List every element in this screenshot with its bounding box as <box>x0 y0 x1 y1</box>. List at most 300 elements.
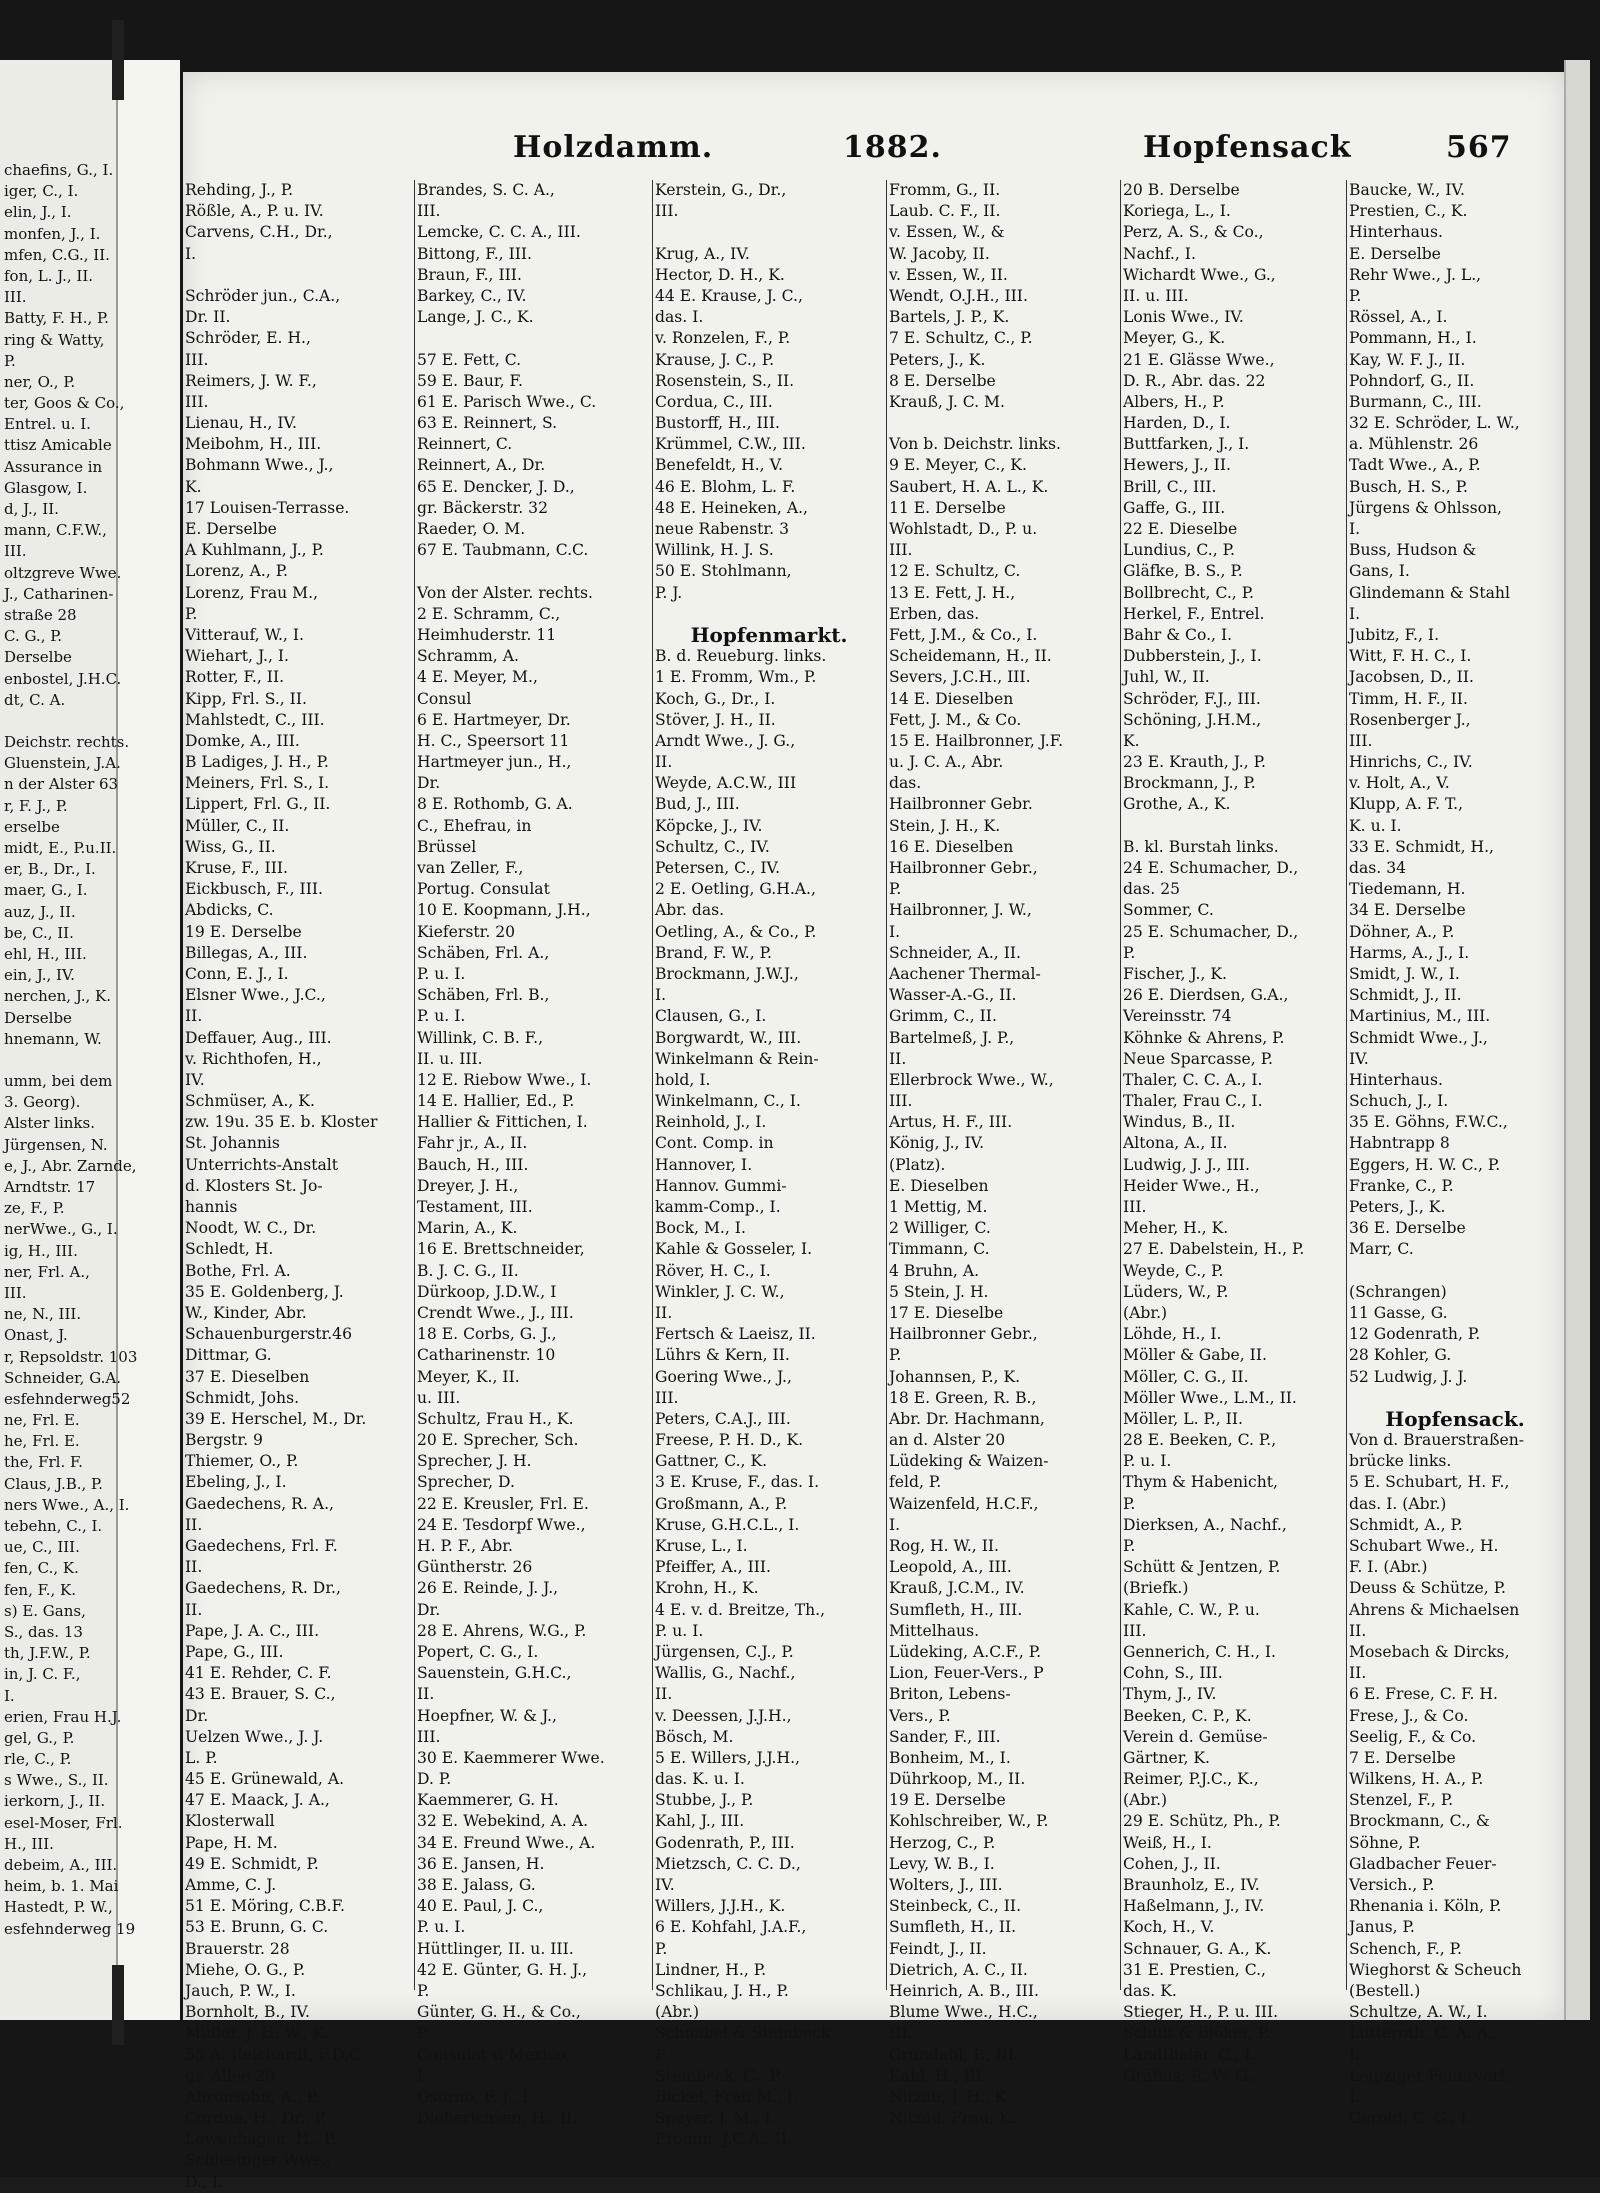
directory-entry <box>417 328 649 349</box>
directory-entry: IV. <box>655 1876 675 1894</box>
directory-entry: Klosterwall <box>185 1812 275 1831</box>
directory-entry: II. <box>1349 1621 1367 1640</box>
directory-entry: Barkey, C., IV. <box>417 286 527 305</box>
directory-entry: Benefeldt, H., V. <box>655 456 784 475</box>
binding-clip-bottom <box>112 1965 124 2045</box>
directory-entry: III. <box>185 350 209 369</box>
left-page-line: rle, C., P. <box>4 1750 72 1769</box>
left-page-line: III. <box>4 542 27 561</box>
directory-entry: W. Jacoby, II. <box>889 244 990 263</box>
directory-entry: Schütt & Jentzen, P. <box>1123 1558 1281 1577</box>
directory-entry: Koch, G., Dr., I. <box>655 689 776 708</box>
directory-entry: das. I. (Abr.) <box>1349 1494 1447 1513</box>
directory-entry: Oetling, A., & Co., P. <box>655 922 817 941</box>
directory-entry: Jürgensen, C.J., P. <box>655 1642 794 1661</box>
directory-entry: Sauenstein, G.H.C., <box>417 1664 572 1683</box>
directory-entry: Meiners, Frl. S., I. <box>185 774 330 793</box>
directory-entry: Bornholt, B., IV. <box>185 2003 310 2022</box>
directory-entry: Güntherstr. 26 <box>417 1558 533 1577</box>
directory-entry: Hopfensack. <box>1385 1406 1525 1431</box>
directory-entry: Schubart Wwe., H. <box>1349 1537 1499 1555</box>
left-page-line: ring & Watty, <box>4 330 105 349</box>
directory-entry: Consul <box>417 689 472 708</box>
directory-entry: P. u. I. <box>417 964 466 983</box>
directory-entry: Amme, C. J. <box>185 1876 277 1894</box>
directory-entry: Rehr Wwe., J. L., <box>1349 265 1482 284</box>
directory-entry: Rößle, A., P. u. IV. <box>185 202 324 221</box>
left-page-line: he, Frl. E. <box>4 1432 80 1451</box>
left-page-line: iger, C., I. <box>4 182 79 201</box>
directory-entry: Bösch, M. <box>655 1727 734 1746</box>
directory-entry: Günter, G. H., & Co., <box>417 2003 581 2022</box>
directory-entry: Dittmar, G. <box>185 1346 272 1365</box>
directory-entry: IV. <box>1349 1049 1369 1068</box>
directory-entry: Severs, J.C.H., III. <box>889 668 1031 687</box>
directory-entry: Winkler, J. C. W., <box>655 1282 785 1301</box>
directory-entry: II. <box>655 1685 673 1704</box>
directory-entry: II. <box>655 753 673 772</box>
directory-entry: Pape, H. M. <box>185 1833 278 1852</box>
directory-entry: Wallis, G., Nachf., <box>655 1664 796 1683</box>
left-page-line: Hastedt, P. W., <box>4 1898 113 1917</box>
directory-entry: Sommer, C. <box>1123 901 1214 920</box>
directory-entry: 6 E. Kohfahl, J.A.F., <box>655 1918 807 1937</box>
directory-entry: 48 E. Heineken, A., <box>655 498 808 517</box>
directory-entry: 53 E. Brunn, G. C. <box>185 1918 329 1937</box>
left-page-line: III. <box>4 288 27 307</box>
directory-entry: v. Holt, A., V. <box>1349 774 1450 793</box>
directory-entry: Pape, J. A. C., III. <box>185 1621 320 1640</box>
directory-entry: v. Richthofen, H., <box>185 1049 322 1068</box>
left-page-line: monfen, J., I. <box>4 224 101 243</box>
directory-entry: König, J., IV. <box>889 1134 985 1153</box>
directory-entry: Bittong, F., III. <box>417 244 533 263</box>
directory-entry: Kruse, F., III. <box>185 859 288 877</box>
directory-entry: Timm, H. F., II. <box>1349 689 1468 708</box>
directory-entry: Wohlstadt, D., P. u. <box>889 520 1038 538</box>
directory-entry: 1 E. Fromm, Wm., P. <box>655 668 817 687</box>
directory-entry: I. <box>185 244 197 263</box>
left-page-line: e, J., Abr. Zarnde, <box>4 1156 137 1175</box>
left-page-line: elin, J., I. <box>4 203 72 222</box>
directory-entry <box>417 561 649 582</box>
directory-entry: Mosebach & Dircks, <box>1349 1642 1510 1661</box>
left-page-line: r, F. J., P. <box>4 796 68 815</box>
directory-entry: Lindner, H., P. <box>655 1960 767 1979</box>
directory-entry: 26 E. Dierdsen, G.A., <box>1123 986 1289 1005</box>
left-page-line: H., III. <box>4 1834 54 1853</box>
directory-entry: 46 E. Blohm, L. F. <box>655 477 796 496</box>
directory-entry: Franke, C., P. <box>1349 1176 1454 1195</box>
directory-entry: Hallier & Fittichen, I. <box>417 1113 588 1132</box>
directory-entry: 16 E. Dieselben <box>889 837 1014 856</box>
left-page-line: auz, J., II. <box>4 902 76 921</box>
directory-entry: Heider Wwe., H., <box>1123 1176 1260 1195</box>
directory-entry: Gaedechens, Frl. F. <box>185 1537 338 1555</box>
directory-entry: Domke, A., III. <box>185 731 300 750</box>
left-page-line: r, Repsoldstr. 103 <box>4 1347 138 1366</box>
left-page-line: maer, G., I. <box>4 881 88 900</box>
directory-entry: Krauß, J. C. M. <box>889 392 1005 411</box>
directory-entry: 17 Louisen-Terrasse. <box>185 498 350 517</box>
directory-entry: P. <box>417 2024 430 2043</box>
directory-entry: Meyer, G., K. <box>1123 329 1226 348</box>
directory-entry: das. 25 <box>1123 880 1181 899</box>
directory-entry: (Abr.) <box>655 2003 700 2022</box>
directory-entry: Abdicks, C. <box>185 901 274 920</box>
directory-entry: 29 E. Schütz, Ph., P. <box>1123 1812 1281 1831</box>
directory-entry: Kaemmerer, G. H. <box>417 1791 559 1810</box>
directory-column-4 <box>889 180 1117 2129</box>
directory-entry: 24 E. Schumacher, D., <box>1123 859 1299 877</box>
left-page-line: mann, C.F.W., <box>4 521 107 540</box>
left-page-line: gel, G., P. <box>4 1728 75 1747</box>
directory-entry: Marin, A., K. <box>417 1219 518 1238</box>
left-page-line: er, B., Dr., I. <box>4 860 96 879</box>
directory-entry: Saubert, H. A. L., K. <box>889 477 1049 496</box>
directory-entry <box>185 265 413 286</box>
directory-entry: Hewers, J., II. <box>1123 456 1231 475</box>
directory-entry: Hailbronner Gebr., <box>889 859 1038 877</box>
left-page-line: Schneider, G.A. <box>4 1368 122 1387</box>
directory-entry: Cont. Comp. in <box>655 1134 774 1153</box>
directory-entry: Landthaler, C., I. <box>1123 2045 1256 2064</box>
directory-entry: Lewenhagen, H., P. <box>185 2130 337 2149</box>
binding-clip-top <box>112 20 124 100</box>
directory-entry: Wieghorst & Scheuch <box>1349 1960 1522 1979</box>
directory-entry: Witt, F. H. C., I. <box>1349 647 1472 666</box>
directory-entry: P. J. <box>655 583 683 602</box>
left-page-line <box>4 711 174 732</box>
directory-entry: Schmidt, A., P. <box>1349 1515 1463 1534</box>
directory-entry: Vereinsstr. 74 <box>1123 1007 1232 1026</box>
directory-entry: III. <box>655 202 679 221</box>
directory-entry: II. <box>185 1600 203 1619</box>
directory-entry: III. <box>1123 1198 1147 1216</box>
directory-entry: 28 E. Ahrens, W.G., P. <box>417 1621 587 1640</box>
left-page-line: ze, F., P. <box>4 1199 65 1218</box>
directory-entry: 67 E. Taubmann, C.C. <box>417 541 589 560</box>
directory-entry: Gärtner, K. <box>1123 1748 1211 1767</box>
directory-entry: Krug, A., IV. <box>655 244 750 263</box>
directory-entry: Bud, J., III. <box>655 795 740 814</box>
directory-entry: Lührs & Kern, II. <box>655 1346 790 1365</box>
directory-entry: Hinrichs, C., IV. <box>1349 753 1473 772</box>
directory-entry: Fromm, J.C.A., II. <box>655 2130 792 2149</box>
directory-entry: 41 E. Rehder, C. F. <box>185 1664 332 1683</box>
directory-entry: das. I. <box>655 308 704 327</box>
directory-entry: Schlikau, J. H., P. <box>655 1981 789 2000</box>
directory-entry: Fett, J.M., & Co., I. <box>889 625 1038 644</box>
directory-entry: Altona, A., II. <box>1123 1134 1228 1153</box>
directory-entry: B. J. C. G., II. <box>417 1261 519 1280</box>
column-rule <box>1346 180 1347 1990</box>
directory-entry: Winkelmann, C., I. <box>655 1092 801 1111</box>
directory-entry: Jürgens & Ohlsson, <box>1349 498 1503 517</box>
directory-entry: Verein d. Gemüse- <box>1123 1727 1268 1746</box>
directory-entry: P. u. I. <box>655 1621 704 1640</box>
header-year: 1882. <box>843 130 942 165</box>
directory-entry: Rog, H. W., II. <box>889 1537 999 1555</box>
directory-entry: IV. <box>185 1070 205 1089</box>
directory-entry: Brill, C., III. <box>1123 477 1217 496</box>
directory-entry: Müller, J. H. W., K. <box>185 2024 330 2043</box>
left-page-line: Onast, J. <box>4 1326 68 1345</box>
directory-entry: Bahr & Co., I. <box>1123 625 1233 644</box>
directory-entry: Bollbrecht, C., P. <box>1123 583 1254 602</box>
left-page-line: fen, F., K. <box>4 1580 76 1599</box>
directory-entry: Hartmeyer jun., H., <box>417 753 572 772</box>
directory-entry: Stein, J. H., K. <box>889 816 1001 835</box>
directory-entry: 2 E. Oetling, G.H.A., <box>655 880 816 899</box>
directory-entry: Kieferstr. 20 <box>417 922 516 941</box>
directory-entry: Conn, E. J., I. <box>185 964 289 983</box>
directory-entry: Wolters, J., III. <box>889 1876 1003 1894</box>
directory-entry: feld, P. <box>889 1473 942 1492</box>
directory-entry: II. <box>1349 1664 1367 1683</box>
directory-entry: II. u. III. <box>417 1049 483 1068</box>
directory-entry: Dr. <box>185 1706 209 1725</box>
directory-entry: Habntrapp 8 <box>1349 1134 1450 1153</box>
directory-entry: B Ladiges, J. H., P. <box>185 753 329 772</box>
left-page-line: th, J.F.W., P. <box>4 1644 91 1663</box>
directory-entry: Fischer, J., K. <box>1123 964 1227 983</box>
directory-entry: 11 E. Derselbe <box>889 498 1006 517</box>
directory-entry: Schmüser, A., K. <box>185 1092 315 1111</box>
directory-entry: Grimm, C., II. <box>889 1007 997 1026</box>
directory-entry <box>889 413 1117 434</box>
left-page-line: s Wwe., S., II. <box>4 1771 109 1790</box>
directory-entry: Sumfleth, H., III. <box>889 1600 1023 1619</box>
directory-entry: v. Deessen, J.J.H., <box>655 1706 792 1725</box>
directory-column-2 <box>417 180 649 2129</box>
left-page-line: nerchen, J., K. <box>4 987 111 1006</box>
directory-entry: 20 E. Sprecher, Sch. <box>417 1431 579 1450</box>
directory-entry: Aachener Thermal- <box>889 964 1041 983</box>
directory-entry: Schultze, A. W., I. <box>1349 2003 1488 2022</box>
directory-entry: Thaler, Frau C., I. <box>1123 1092 1263 1111</box>
directory-entry: Baucke, W., IV. <box>1349 181 1465 199</box>
directory-entry: Bauch, H., III. <box>417 1155 529 1174</box>
directory-entry: Von b. Deichstr. links. <box>889 435 1061 454</box>
directory-entry: Cordua, C., III. <box>655 392 773 411</box>
directory-entry: Kahl, H., III. <box>889 2066 987 2085</box>
directory-entry: 35 E. Goldenberg, J. <box>185 1282 344 1301</box>
directory-entry <box>1123 816 1343 837</box>
directory-entry: P. <box>185 604 198 623</box>
directory-entry: gr. Bäckerstr. 32 <box>417 498 549 517</box>
directory-entry: Brandes, S. C. A., <box>417 181 555 199</box>
directory-entry: Thaler, C. C. A., I. <box>1123 1070 1263 1089</box>
directory-entry: 49 E. Schmidt, P. <box>185 1854 319 1873</box>
directory-entry: Prestien, C., K. <box>1349 202 1468 221</box>
left-page-line: straße 28 <box>4 605 77 624</box>
directory-entry: Portug. Consulat <box>417 880 550 899</box>
left-page-line: esfehnderweg52 <box>4 1389 131 1408</box>
directory-entry: Eickbusch, F., III. <box>185 880 323 899</box>
directory-entry: Speyer, J. M., I. <box>655 2109 776 2128</box>
page-number: 567 <box>1446 130 1512 165</box>
left-page-line: fon, L. J., II. <box>4 266 94 285</box>
directory-entry: Nitzau, Frau, K. <box>889 2109 1016 2128</box>
directory-entry: F. I. (Abr.) <box>1349 1558 1428 1577</box>
directory-entry: Dreyer, J. H., <box>417 1176 519 1195</box>
directory-entry: Hoepfner, W. & J., <box>417 1706 557 1725</box>
directory-entry: Weiß, H., I. <box>1123 1833 1212 1852</box>
directory-entry: P. <box>1123 1537 1136 1555</box>
left-page-line: in, J. C. F., <box>4 1665 81 1684</box>
directory-entry: Bartels, J. P., K. <box>889 308 1010 327</box>
left-page-line: Deichstr. rechts. <box>4 733 130 752</box>
directory-entry: Großmann, A., P. <box>655 1494 788 1513</box>
directory-entry: Kahl, J., III. <box>655 1812 745 1831</box>
directory-entry: 39 E. Herschel, M., Dr. <box>185 1409 367 1428</box>
directory-entry: Glindemann & Stahl <box>1349 583 1510 602</box>
directory-entry: Dubberstein, J., I. <box>1123 647 1262 666</box>
directory-entry: Waizenfeld, H.C.F., <box>889 1494 1039 1513</box>
directory-entry: Gaffe, G., III. <box>1123 498 1226 517</box>
directory-entry: Hector, D. H., K. <box>655 265 785 284</box>
directory-entry: 13 E. Fett, J. H., <box>889 583 1016 602</box>
directory-entry: hannis <box>185 1198 238 1216</box>
directory-entry: Harden, D., I. <box>1123 414 1231 433</box>
directory-entry: Willink, H. J. S. <box>655 541 774 560</box>
directory-entry: Rosenberger J., <box>1349 710 1471 729</box>
directory-entry: 34 E. Derselbe <box>1349 901 1466 920</box>
left-page-line: Entrel. u. I. <box>4 415 91 434</box>
directory-entry: neue Rabenstr. 3 <box>655 520 789 538</box>
directory-entry: Gräfius, R. W. G., <box>1123 2066 1258 2085</box>
directory-entry: Hailbronner, J. W., <box>889 901 1032 920</box>
directory-entry: Mittelhaus. <box>889 1621 980 1640</box>
directory-entry: Ebeling, J., I. <box>185 1473 287 1492</box>
directory-entry: Brand, F. W., P. <box>655 943 772 962</box>
directory-entry: Peters, J., K. <box>1349 1198 1446 1216</box>
directory-entry: Lüdeking & Waizen- <box>889 1452 1049 1471</box>
directory-entry: 47 E. Maack, J. A., <box>185 1791 330 1810</box>
directory-entry: Gründahl, P., III. <box>889 2045 1019 2064</box>
directory-entry: Burmann, C., III. <box>1349 392 1482 411</box>
directory-entry: P. <box>655 1939 668 1958</box>
directory-entry: Hüttlinger, II. u. III. <box>417 1939 574 1958</box>
left-page-line: Batty, F. H., P. <box>4 309 109 328</box>
left-page-line: oltzgreve Wwe. <box>4 563 122 582</box>
directory-entry: Briton, Lebens- <box>889 1685 1011 1704</box>
directory-entry: K. <box>185 477 202 496</box>
left-page-line: midt, E., P.u.II. <box>4 839 117 857</box>
left-page-line: Glasgow, I. <box>4 478 88 497</box>
directory-entry: Bickel, Frau M., I. <box>655 2087 799 2106</box>
directory-entry: an d. Alster 20 <box>889 1431 1006 1450</box>
directory-entry: 61 E. Parisch Wwe., C. <box>417 392 597 411</box>
directory-entry: H. P. F., Abr. <box>417 1537 513 1555</box>
directory-entry: Möller & Gabe, II. <box>1123 1346 1267 1365</box>
directory-entry: I. <box>889 922 901 941</box>
left-page-line: the, Frl. F. <box>4 1453 83 1472</box>
left-page-line: Assurance in <box>4 457 103 476</box>
directory-entry: Pfeiffer, A., III. <box>655 1558 772 1577</box>
directory-entry: Willink, C. B. F., <box>417 1028 544 1047</box>
directory-entry: 7 E. Derselbe <box>1349 1748 1456 1767</box>
left-page-line: be, C., II. <box>4 923 74 942</box>
directory-entry: Frese, J., & Co. <box>1349 1706 1469 1725</box>
directory-entry: III. <box>417 202 441 221</box>
directory-entry: Schultz, Frau H., K. <box>417 1409 574 1428</box>
directory-entry: II. <box>417 1685 435 1704</box>
directory-entry: Borgwardt, W., III. <box>655 1028 802 1047</box>
directory-entry: Wiss, G., II. <box>185 837 276 856</box>
directory-entry: Cohen, J., II. <box>1123 1854 1221 1873</box>
directory-entry: Feindt, J., II. <box>889 1939 987 1958</box>
directory-entry: Schuch, J., I. <box>1349 1092 1449 1111</box>
directory-entry: Weyde, A.C.W., III <box>655 774 797 793</box>
directory-entry: P. <box>655 2045 668 2064</box>
left-page-fragment <box>0 60 178 2020</box>
directory-entry: Brockmann, J., P. <box>1123 774 1256 793</box>
directory-entry: I. <box>1349 604 1361 623</box>
directory-entry: Gennerich, C. H., I. <box>1123 1642 1277 1661</box>
directory-entry: 28 Kohler, G. <box>1349 1346 1452 1365</box>
directory-entry: Dürkoop, J.D.W., I <box>417 1282 557 1301</box>
left-page-line: ner, O., P. <box>4 372 76 391</box>
directory-entry: Schäben, Frl. A., <box>417 943 550 962</box>
directory-entry: u. J. C. A., Abr. <box>889 753 1004 772</box>
directory-entry: Schröder, E. H., <box>185 329 311 348</box>
directory-entry: Freese, P. H. D., K. <box>655 1431 804 1450</box>
directory-entry: II. <box>185 1558 203 1577</box>
left-page-line: ein, J., IV. <box>4 966 75 985</box>
directory-entry: Tiedemann, H. <box>1349 880 1466 899</box>
directory-entry: v. Essen, W., II. <box>889 265 1008 284</box>
directory-entry: Von d. Brauerstraßen- <box>1349 1431 1525 1450</box>
directory-entry: Müller, C., II. <box>185 816 290 835</box>
directory-entry: Mahlstedt, C., III. <box>185 710 325 729</box>
left-page-line: ner, Frl. A., <box>4 1262 90 1281</box>
directory-entry: E. Derselbe <box>1349 244 1441 263</box>
directory-entry: 11 Gasse, G. <box>1349 1303 1448 1322</box>
directory-entry: Reinnert, A., Dr. <box>417 456 546 475</box>
directory-column-3 <box>655 180 883 2150</box>
directory-entry: Braunholz, E., IV. <box>1123 1876 1260 1894</box>
directory-entry: 59 E. Baur, F. <box>417 371 523 390</box>
header-street-left: Holzdamm. <box>513 130 714 165</box>
directory-entry: Schneider, A., II. <box>889 943 1021 962</box>
directory-entry: Bergstr. 9 <box>185 1431 263 1450</box>
directory-entry: 12 E. Schultz, C. <box>889 562 1021 581</box>
directory-entry: III. <box>1349 731 1373 750</box>
directory-entry: Von der Alster. rechts. <box>417 583 593 602</box>
directory-entry: Bohmann Wwe., J., <box>185 456 334 475</box>
directory-page <box>183 72 1564 2191</box>
directory-entry: Weyde, C., P. <box>1123 1261 1224 1280</box>
directory-entry: Gladbacher Feuer- <box>1349 1854 1497 1873</box>
directory-entry: 38 E. Jalass, G. <box>417 1876 536 1894</box>
directory-entry: Neue Sparcasse, P. <box>1123 1049 1273 1068</box>
directory-entry: v. Ronzelen, F., P. <box>655 329 791 348</box>
directory-entry: Hopfenmarkt. <box>690 622 848 647</box>
left-page-line: Claus, J.B., P. <box>4 1474 103 1493</box>
directory-entry: Thym & Habenicht, <box>1123 1473 1278 1492</box>
left-page-line: enbostel, J.H.C. <box>4 669 122 688</box>
left-page-column <box>4 160 174 1940</box>
directory-entry: Dr. <box>417 1600 441 1619</box>
directory-entry: Elsner Wwe., J.C., <box>185 986 326 1005</box>
directory-entry: Fromm, G., II. <box>889 181 1001 199</box>
left-page-line: n der Alster 63 <box>4 775 119 794</box>
directory-entry: III. <box>185 392 209 411</box>
directory-entry: Klupp, A. F. T., <box>1349 795 1464 814</box>
directory-entry: Köhnke & Ahrens, P. <box>1123 1028 1285 1047</box>
